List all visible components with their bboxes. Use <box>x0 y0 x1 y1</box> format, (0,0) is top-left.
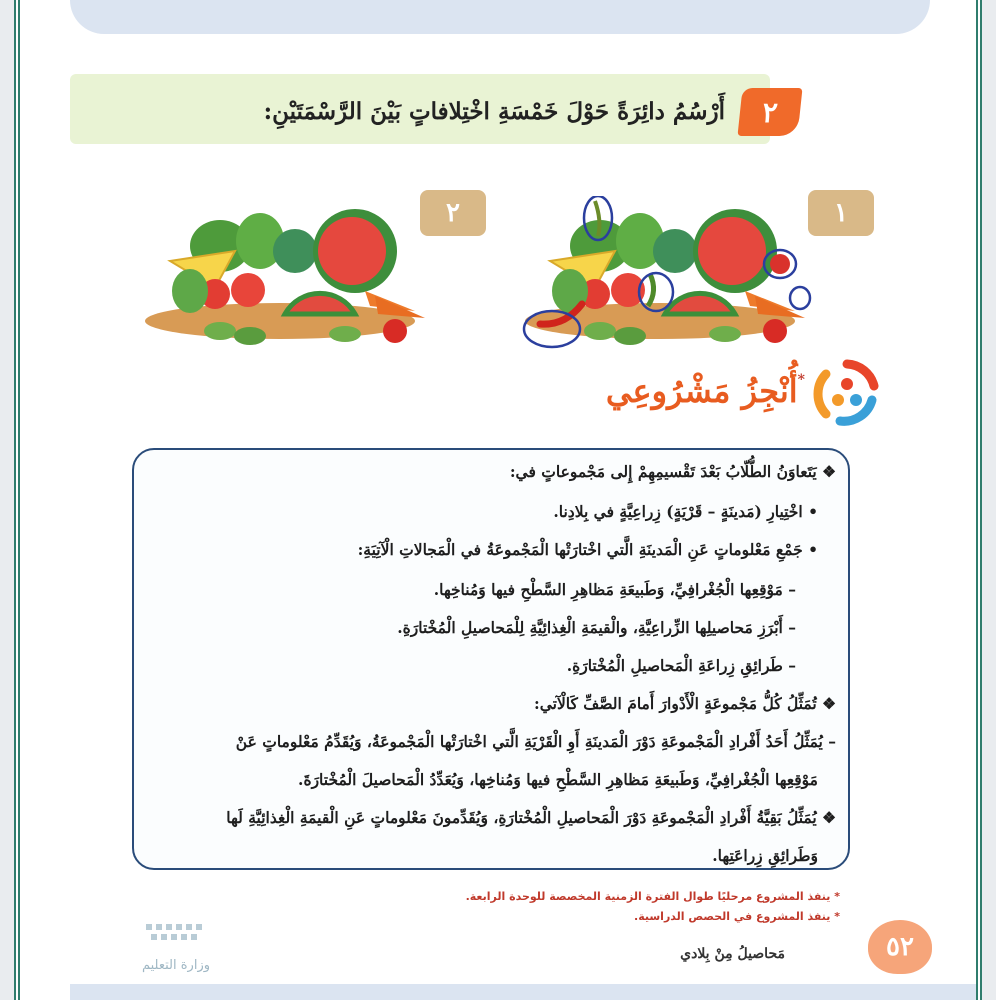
project-line: – طَرائِقِ زِراعَةِ الْمَحاصيلِ الْمُخْتارَةِ. <box>566 656 796 675</box>
project-line: ❖ تُمَثِّلُ كُلُّ مَجْموعَةٍ الْأَدْوارَ أَمامَ الصَّفِّ كَالْآتي: <box>534 694 836 713</box>
textbook-page <box>14 0 982 1000</box>
teamwork-icon <box>812 358 882 428</box>
exercise-number-badge: ٢ <box>737 88 802 136</box>
project-line: • اخْتِيارِ (مَدينَةٍ – قَرْيَةٍ) زِراعِيَّةٍ في بِلادِنا. <box>553 502 818 521</box>
project-line: ❖ يَتَعاوَنُ الطُّلّابُ بَعْدَ تَقْسيمِهِمْ إِلى مَجْموعاتٍ في: <box>509 462 836 481</box>
top-header-band <box>70 0 930 34</box>
vegetables-picture-2[interactable] <box>130 196 460 356</box>
project-title <box>580 372 805 420</box>
project-line: • جَمْعِ مَعْلوماتٍ عَنِ الْمَدينَةِ الَّتي اخْتارَتْها الْمَجْموعَةُ في الْمَجالاتِ الْآتِيَةِ: <box>357 540 818 559</box>
ministry-logo <box>106 914 246 984</box>
project-title-text: أُنْجِزُ مَشْرُوعِي <box>605 372 798 410</box>
project-line: وَطَرائِقِ زِراعَتِها. <box>712 846 818 865</box>
picture-1-label: ١ <box>808 190 874 236</box>
picture-2-label: ٢ <box>420 190 486 236</box>
page-number: ٥٢ <box>868 920 932 974</box>
footnote: * ينفذ المشروع مرحليًا طوال الفترة الزمنية المخصصة للوحدة الرابعة. <box>465 890 840 903</box>
project-line: ❖ يُمَثِّلُ بَقِيَّةُ أَفْرادِ الْمَجْموعَةِ دَوْرَ الْمَحاصيلِ الْمُخْتارَةِ، وَيُقَدِّمونَ مَعْلوماتٍ عَنِ الْقيمَةِ الْغِذائِيَّةِ لَها <box>226 808 836 827</box>
project-line: مَوْقِعِها الْجُغْرافِيِّ، وَطَبيعَةِ مَظاهِرِ السَّطْحِ فيها وَمُناخِها، وَيُعَدِّدُ الْمَحاصيلَ الْمُخْتارَةَ. <box>298 770 818 789</box>
ministry-emblem-icon <box>106 914 246 954</box>
ministry-name: وزارة التعليم <box>141 958 211 973</box>
footnote: * ينفذ المشروع في الحصص الدراسية. <box>634 910 840 923</box>
bottom-band <box>70 984 980 1000</box>
vegetables-picture-1[interactable] <box>510 196 840 356</box>
unit-title: مَحاصيلُ مِنْ بِلادي <box>680 946 785 962</box>
project-line: – أَبْرَزِ مَحاصيلِها الزِّراعِيَّةِ، والْقيمَةِ الْغِذائِيَّةِ لِلْمَحاصيلِ الْمُخْتارَةِ. <box>397 618 796 637</box>
exercise-instruction: أَرْسُمُ دائِرَةً حَوْلَ خَمْسَةِ اخْتِلافاتٍ بَيْنَ الرَّسْمَتَيْنِ: <box>263 98 725 125</box>
project-line: – يُمَثِّلُ أَحَدُ أَفْرادِ الْمَجْموعَةِ دَوْرَ الْمَدينَةِ أَوِ الْقَرْيَةِ الَّتي اخْتارَتْها الْمَجْموعَةُ، وَيُقَدِّمُ مَعْلوماتٍ عَنْ <box>235 732 836 751</box>
project-line: – مَوْقِعِها الْجُغْرافِيِّ، وَطَبيعَةِ مَظاهِرِ السَّطْحِ فيها وَمُناخِها. <box>433 580 796 599</box>
project-title-marker: * <box>797 372 805 388</box>
